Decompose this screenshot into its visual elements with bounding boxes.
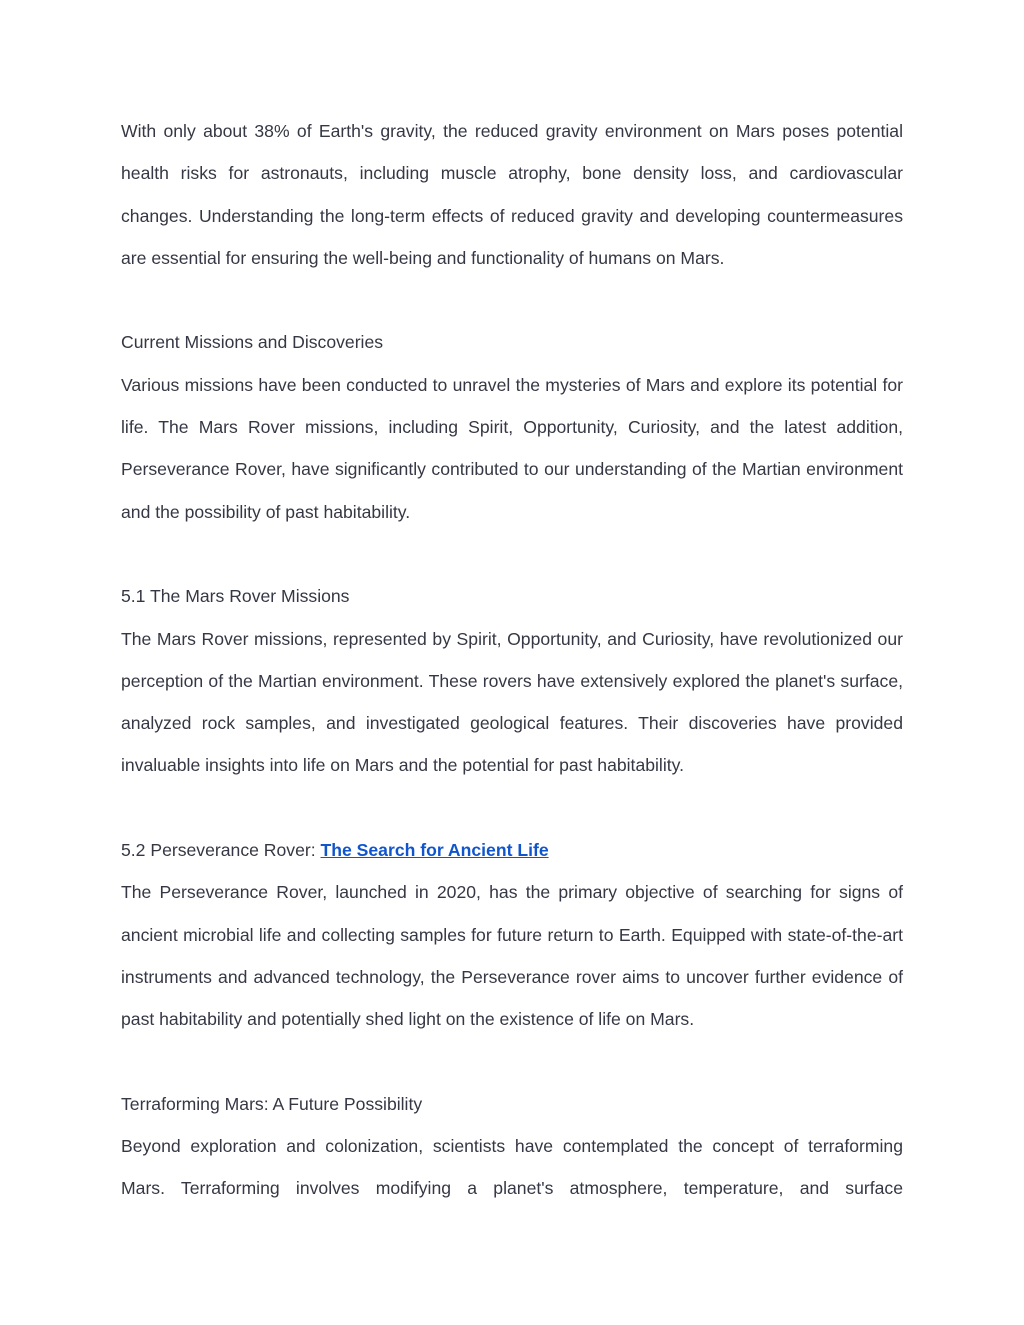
paragraph-spacer (121, 787, 903, 829)
heading-terraforming: Terraforming Mars: A Future Possibility (121, 1093, 423, 1114)
heading-current-missions: Current Missions and Discoveries (121, 332, 384, 353)
paragraph-current-missions: Various missions have been conducted to unravel the mysteries of Mars and explore its potential for life. The Mars Rover missions, including Spirit, Opportunity, Curiosity, and the latest addition, Perseverance Rover, have significantly contributed to our understanding of the Martian environment and the possibility of past habitability. (121, 374, 903, 522)
heading-perseverance-rover (121, 829, 903, 871)
paragraph-spacer (121, 1041, 903, 1083)
paragraph-mars-rover-missions: The Mars Rover missions, represented by Spirit, Opportunity, and Curiosity, have revolutionized our perception of the Martian environment. These rovers have extensively explored the planet's surface, analyzed rock samples, and investigated geological features. Their discoveries have provided invaluable insights into life on Mars and the potential for past habitability. (121, 628, 903, 776)
paragraph-spacer (121, 533, 903, 575)
paragraph-perseverance-rover: The Perseverance Rover, launched in 2020, has the primary objective of searching for signs of ancient microbial life and collecting samples for future return to Earth. Equipped with state-of-the-art instruments and advanced technology, the Perseverance rover aims to uncover further evidence of past habitability and potentially shed light on the existence of life on Mars. (121, 882, 903, 1030)
heading-mars-rover-missions: 5.1 The Mars Rover Missions (121, 586, 350, 607)
paragraph-terraforming: Beyond exploration and colonization, scientists have contemplated the concept of terraforming Mars. Terraforming involves modifying a planet's atmosphere, temperature, and surface (121, 1136, 903, 1199)
ancient-life-link[interactable]: The Search for Ancient Life (320, 840, 549, 861)
paragraph-spacer (121, 279, 903, 321)
heading-perseverance-prefix: 5.2 Perseverance Rover: (121, 840, 321, 861)
document-page (121, 110, 903, 1210)
paragraph-reduced-gravity: With only about 38% of Earth's gravity, the reduced gravity environment on Mars poses potential health risks for astronauts, including muscle atrophy, bone density loss, and cardiovascular changes. Understanding the long-term effects of reduced gravity and developing countermeasures are essential for ensuring the well-being and functionality of humans on Mars. (121, 121, 903, 268)
